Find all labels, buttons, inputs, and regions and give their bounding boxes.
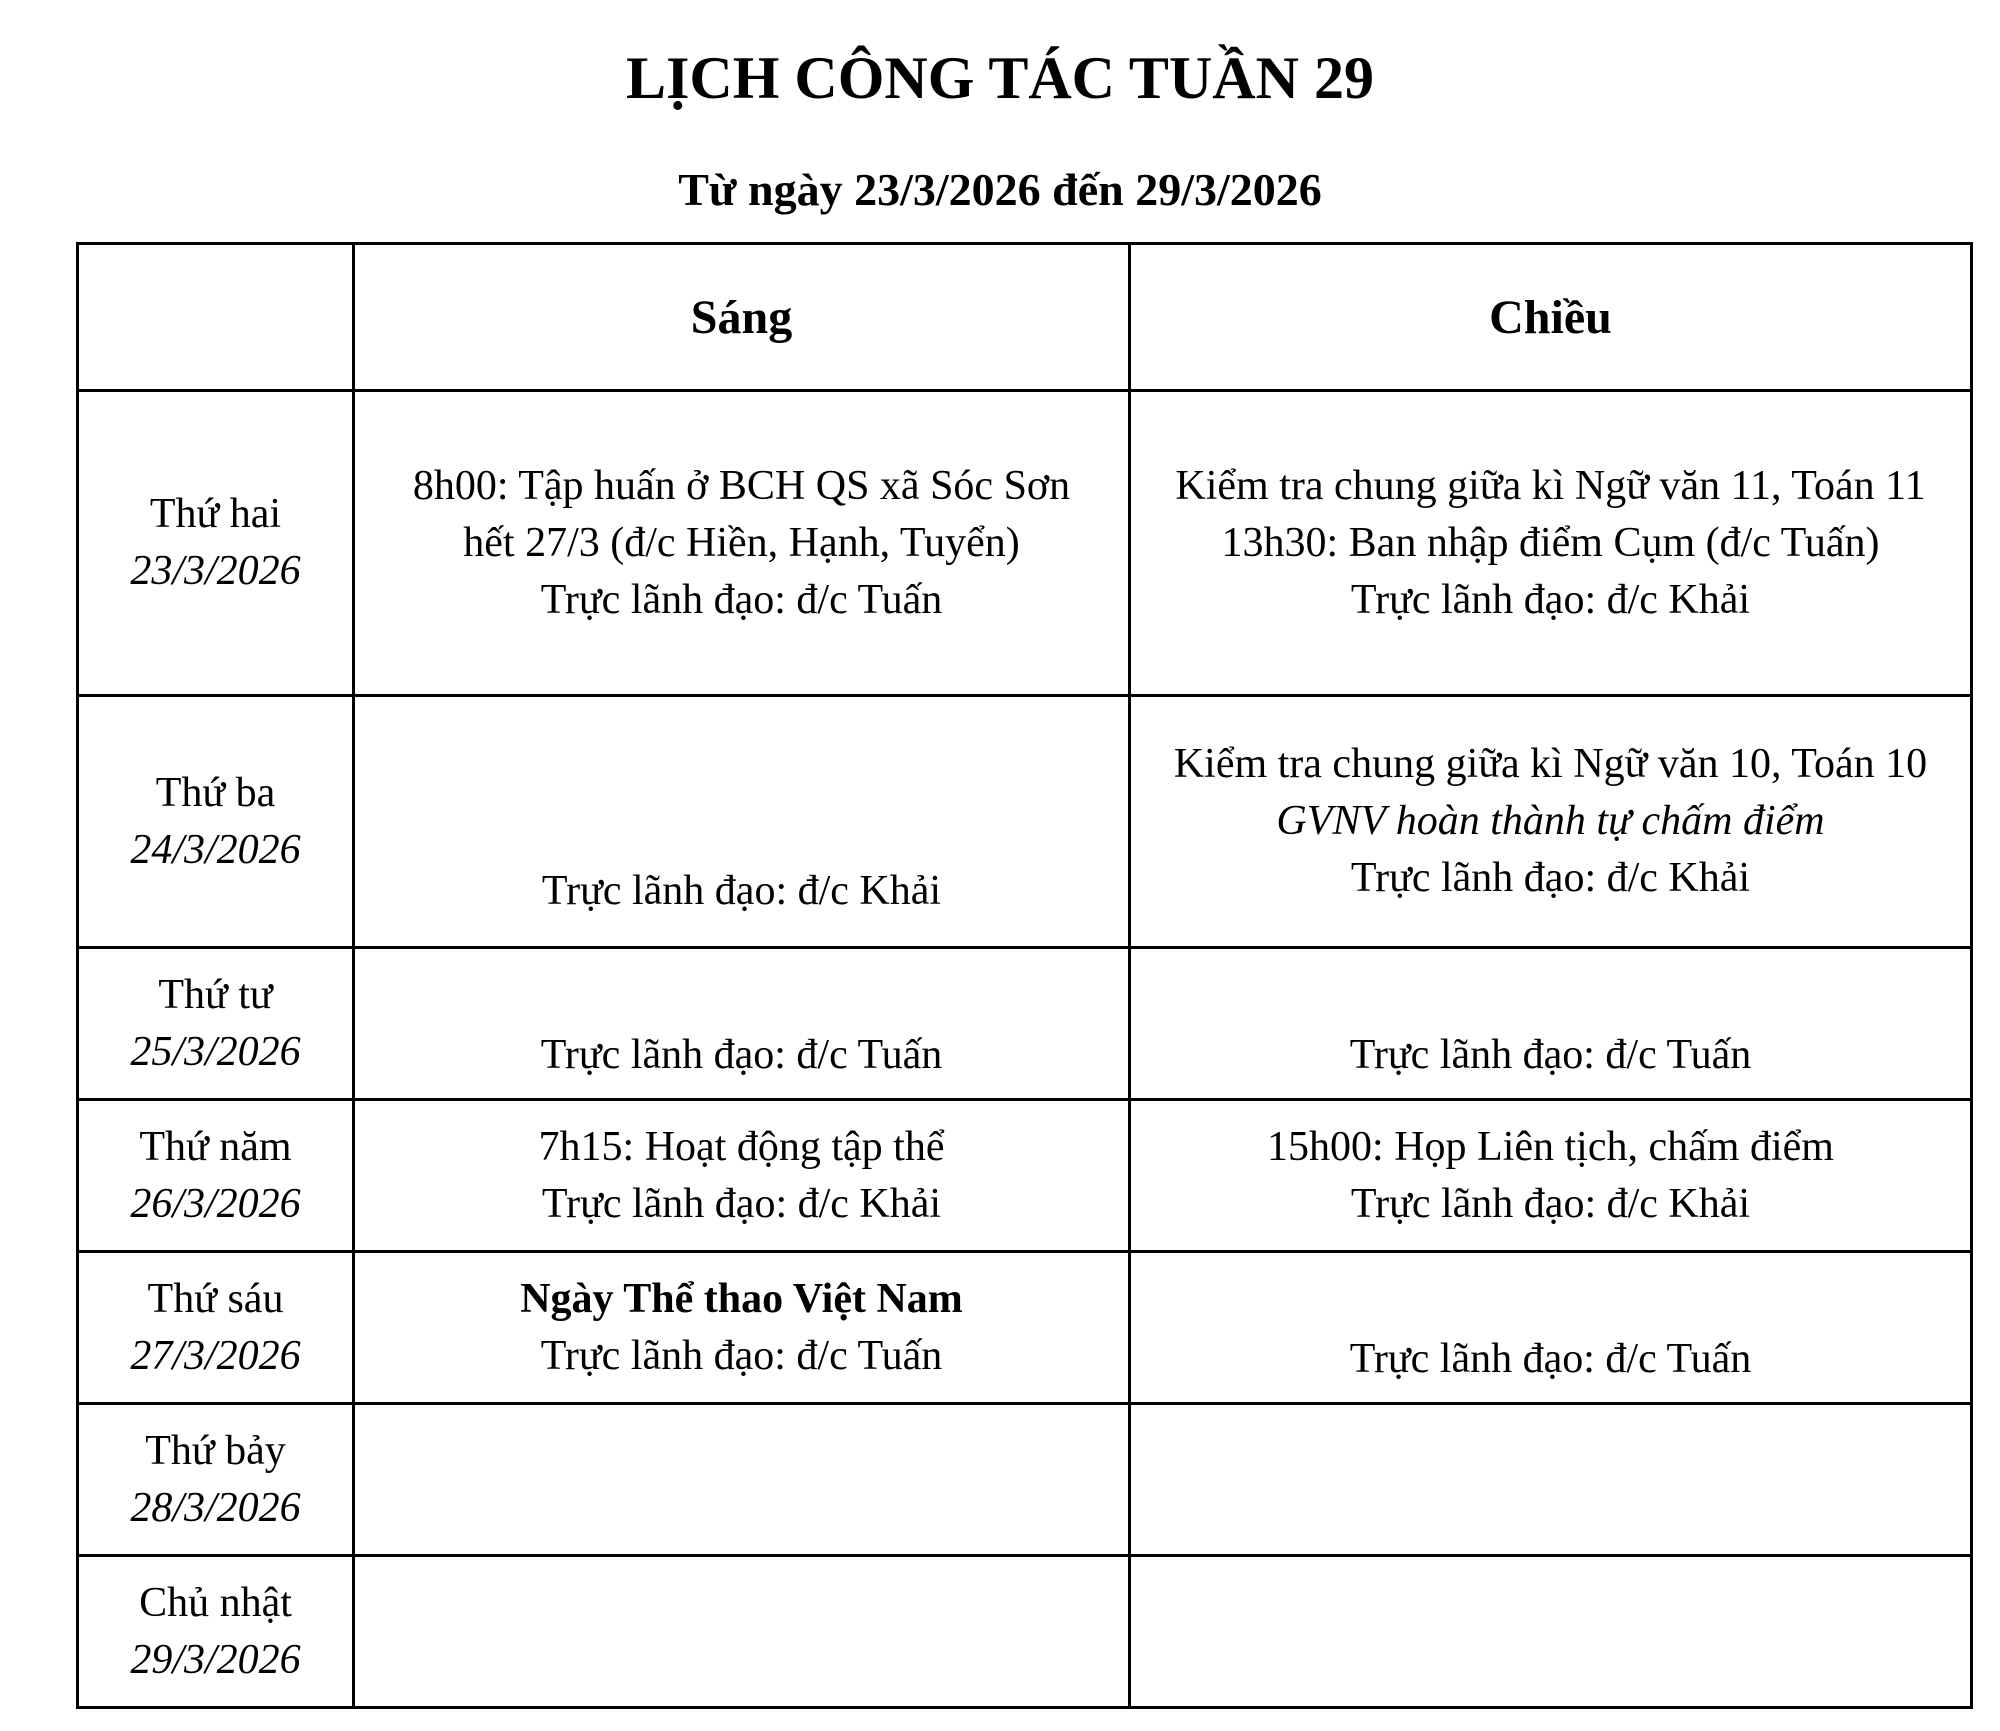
afternoon-line: Kiểm tra chung giữa kì Ngữ văn 11, Toán 11 xyxy=(1175,462,1926,509)
table-row xyxy=(78,1404,1972,1556)
table-row xyxy=(78,948,1972,1100)
header-morning: Sáng xyxy=(354,244,1130,391)
morning-cell xyxy=(354,1100,1130,1252)
afternoon-cell xyxy=(1130,1100,1972,1252)
afternoon-cell xyxy=(1130,1556,1972,1708)
morning-cell xyxy=(354,696,1130,948)
day-date: 25/3/2026 xyxy=(130,1028,301,1075)
day-date: 24/3/2026 xyxy=(130,826,301,873)
morning-line: Trực lãnh đạo: đ/c Khải xyxy=(541,1180,942,1227)
afternoon-line: 15h00: Họp Liên tịch, chấm điểm xyxy=(1267,1123,1834,1170)
table-row xyxy=(78,1556,1972,1708)
day-name: Chủ nhật xyxy=(139,1579,292,1626)
afternoon-cell xyxy=(1130,696,1972,948)
page-title: LỊCH CÔNG TÁC TUẦN 29 xyxy=(626,45,1374,111)
day-name: Thứ hai xyxy=(149,491,282,537)
table-row xyxy=(78,1100,1972,1252)
header-afternoon: Chiều xyxy=(1130,244,1972,391)
morning-line: Ngày Thể thao Việt Nam xyxy=(520,1275,963,1322)
morning-line: hết 27/3 (đ/c Hiền, Hạnh, Tuyển) xyxy=(463,519,1020,566)
afternoon-line: Trực lãnh đạo: đ/c Tuấn xyxy=(1349,1032,1752,1078)
morning-line: Trực lãnh đạo: đ/c Tuấn xyxy=(540,1032,943,1078)
header-day xyxy=(78,244,354,391)
day-date: 28/3/2026 xyxy=(130,1484,301,1531)
date-range-subtitle: Từ ngày 23/3/2026 đến 29/3/2026 xyxy=(678,164,1322,215)
day-cell xyxy=(78,1556,354,1708)
afternoon-line: Trực lãnh đạo: đ/c Tuấn xyxy=(1349,1336,1752,1382)
morning-cell xyxy=(354,948,1130,1100)
morning-line: 8h00: Tập huấn ở BCH QS xã Sóc Sơn xyxy=(412,462,1071,509)
day-date: 26/3/2026 xyxy=(130,1180,301,1227)
afternoon-line: 13h30: Ban nhập điểm Cụm (đ/c Tuấn) xyxy=(1221,519,1880,566)
table-row xyxy=(78,391,1972,696)
day-cell xyxy=(78,696,354,948)
weekly-schedule-table xyxy=(76,242,1973,1709)
afternoon-line: Trực lãnh đạo: đ/c Khải xyxy=(1350,1180,1751,1227)
day-name: Thứ năm xyxy=(139,1123,292,1170)
day-date: 29/3/2026 xyxy=(130,1636,301,1683)
afternoon-cell xyxy=(1130,391,1972,696)
morning-cell xyxy=(354,1252,1130,1404)
morning-line: Trực lãnh đạo: đ/c Tuấn xyxy=(540,1332,943,1379)
afternoon-cell xyxy=(1130,948,1972,1100)
day-date: 23/3/2026 xyxy=(130,548,301,594)
table-row xyxy=(78,696,1972,948)
morning-cell xyxy=(354,391,1130,696)
day-name: Thứ sáu xyxy=(147,1275,284,1322)
day-name: Thứ tư xyxy=(158,971,273,1018)
day-cell xyxy=(78,1252,354,1404)
afternoon-cell xyxy=(1130,1404,1972,1556)
afternoon-line: Trực lãnh đạo: đ/c Khải xyxy=(1350,855,1751,901)
morning-line: Trực lãnh đạo: đ/c Khải xyxy=(541,868,942,914)
morning-cell xyxy=(354,1404,1130,1556)
afternoon-line: Kiểm tra chung giữa kì Ngữ văn 10, Toán 10 xyxy=(1173,741,1928,787)
morning-cell xyxy=(354,1556,1130,1708)
table-header-row xyxy=(78,244,1972,391)
day-cell xyxy=(78,1100,354,1252)
morning-line: 7h15: Hoạt động tập thể xyxy=(538,1123,945,1170)
table-row xyxy=(78,1252,1972,1404)
day-cell xyxy=(78,1404,354,1556)
day-name: Thứ bảy xyxy=(145,1427,286,1474)
day-name: Thứ ba xyxy=(155,769,276,816)
afternoon-line: Trực lãnh đạo: đ/c Khải xyxy=(1350,576,1751,623)
day-date: 27/3/2026 xyxy=(130,1332,301,1379)
afternoon-line: GVNV hoàn thành tự chấm điểm xyxy=(1276,798,1825,844)
day-cell xyxy=(78,391,354,696)
afternoon-cell xyxy=(1130,1252,1972,1404)
morning-line: Trực lãnh đạo: đ/c Tuấn xyxy=(540,576,943,623)
day-cell xyxy=(78,948,354,1100)
